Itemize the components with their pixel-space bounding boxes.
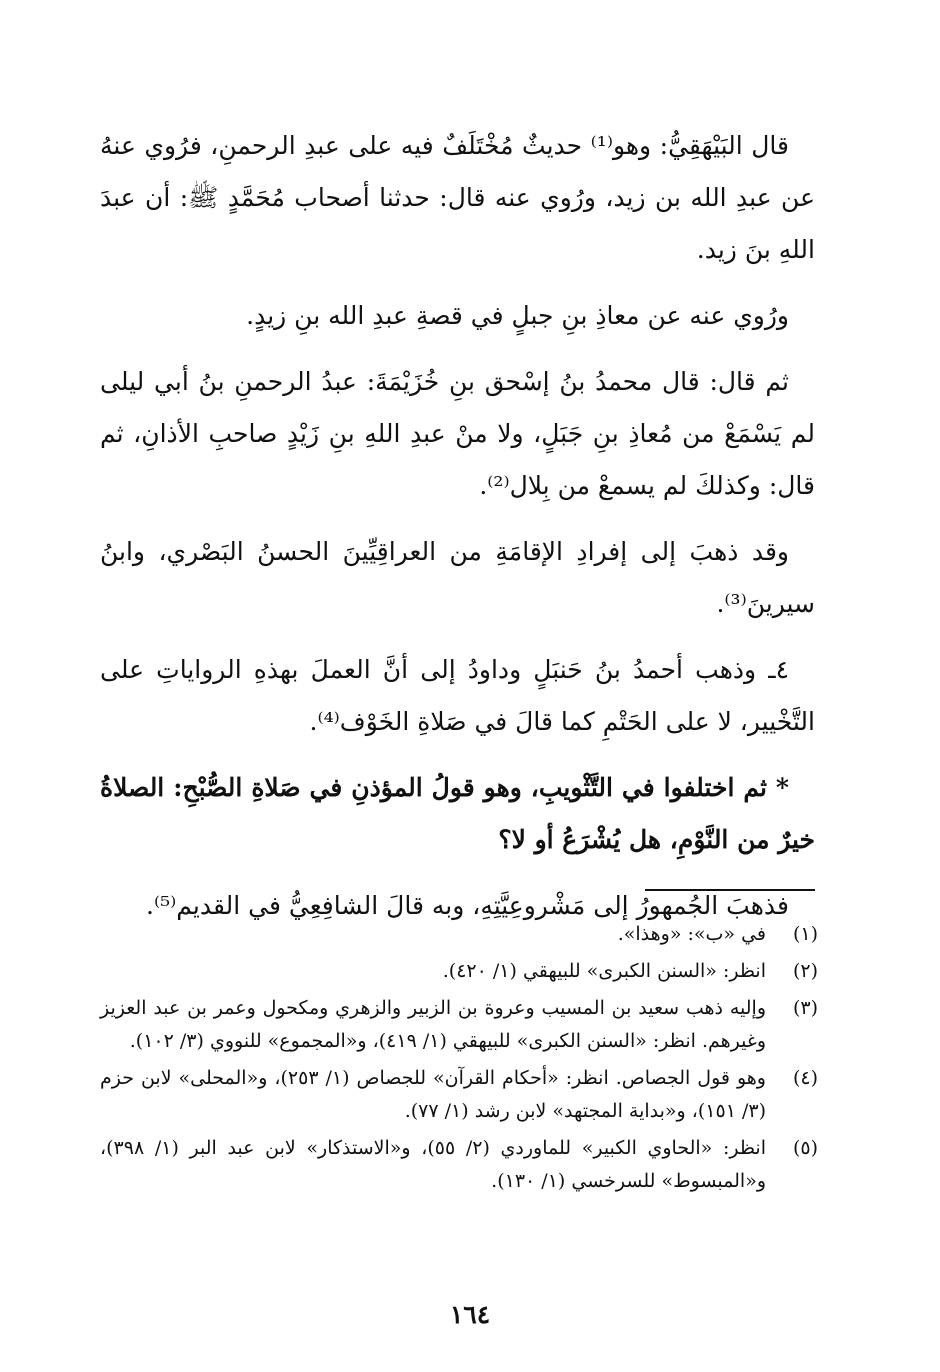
footnote-item bbox=[100, 992, 818, 1058]
paragraph-4: وقد ذهبَ إلى إفرادِ الإقامَةِ من العراقِيِّينَ الحسنُ البَصْري، وابنُ سيرينَ⁽³⁾. bbox=[100, 537, 815, 618]
footnotes bbox=[100, 918, 818, 1202]
footnote-item bbox=[100, 1132, 818, 1198]
footnote-number: (٢) bbox=[792, 960, 818, 982]
paragraph-5: ٤ـ وذهب أحمدُ بنُ حَنبَلٍ وداودُ إلى أنَّ العملَ بهذهِ الرواياتِ على التَّخْيير، لا على الحَتْمِ كما قالَ في صَلاةِ الخَوْف⁽⁴⁾. bbox=[100, 655, 815, 736]
footnote-item bbox=[100, 918, 818, 951]
page-number: ١٦٤ bbox=[449, 1300, 491, 1329]
footnote-text: وهو قول الجصاص. انظر: «أحكام القرآن» للجصاص (١/ ٢٥٣)، و«المحلى» لابن حزم (٣/ ١٥١)، و«بداية المجتهد» لابن رشد (١/ ٧٧). bbox=[100, 1067, 766, 1122]
paragraph-2: ورُوي عنه عن معاذِ بنِ جبلٍ في قصةِ عبدِ الله بنِ زيدٍ. bbox=[246, 301, 789, 330]
paragraph-1: قال البَيْهَقِيُّ: وهو⁽¹⁾ حديثٌ مُخْتَلَفٌ فيه على عبدِ الرحمنِ، فرُوي عنهُ عن عبدِ الله بن زيد، ورُوي عنه قال: حدثنا أصحاب مُحَمَّدٍ ﷺ: أن عبدَ اللهِ بنَ زيد. bbox=[100, 131, 815, 264]
footnote-number: (٣) bbox=[792, 997, 818, 1019]
footnote-item bbox=[100, 955, 818, 988]
main-text bbox=[100, 120, 815, 946]
footnote-text: في «ب»: «وهذا». bbox=[617, 923, 766, 945]
footnote-text: وإليه ذهب سعيد بن المسيب وعروة بن الزبير والزهري ومكحول وعمر بن عبد العزيز وغيرهم. انظر: «السنن الكبرى» للبيهقي (١/ ٤١٩)، و«المجموع» للنووي (٣/ ١٠٢). bbox=[100, 997, 766, 1052]
footnote-number: (٤) bbox=[792, 1067, 818, 1089]
footnote-number: (٥) bbox=[792, 1137, 818, 1159]
footnote-text: انظر: «الحاوي الكبير» للماوردي (٢/ ٥٥)، و«الاستذكار» لابن عبد البر (١/ ٣٩٨)، و«المبسوط» للسرخسي (١/ ١٣٠). bbox=[100, 1137, 766, 1192]
footnote-item bbox=[100, 1062, 818, 1128]
paragraph-3: ثم قال: قال محمدُ بنُ إسْحق بنِ خُزَيْمَةَ: عبدُ الرحمنِ بنُ أبي ليلى لم يَسْمَعْ من مُعاذِ بنِ جَبَلٍ، ولا منْ عبدِ اللهِ بنِ زَيْدٍ صاحبِ الأذانِ، ثم قال: وكذلكَ لم يسمعْ من بِلال⁽²⁾. bbox=[100, 367, 815, 500]
paragraph-7: فذهبَ الجُمهورُ إلى مَشْروعِيَّتِهِ، وبه قالَ الشافِعِيُّ في القديم⁽⁵⁾. bbox=[146, 891, 789, 920]
footnote-separator bbox=[645, 889, 815, 891]
footnote-text: انظر: «السنن الكبرى» للبيهقي (١/ ٤٢٠). bbox=[442, 960, 766, 982]
paragraph-6-heading: * ثم اختلفوا في التَّثْويبِ، وهو قولُ المؤذنِ في صَلاةِ الصُّبْحِ: الصلاةُ خيرٌ من النَّوْمِ، هل يُشْرَعُ أو لا؟ bbox=[100, 773, 815, 854]
footnote-number: (١) bbox=[792, 923, 818, 945]
